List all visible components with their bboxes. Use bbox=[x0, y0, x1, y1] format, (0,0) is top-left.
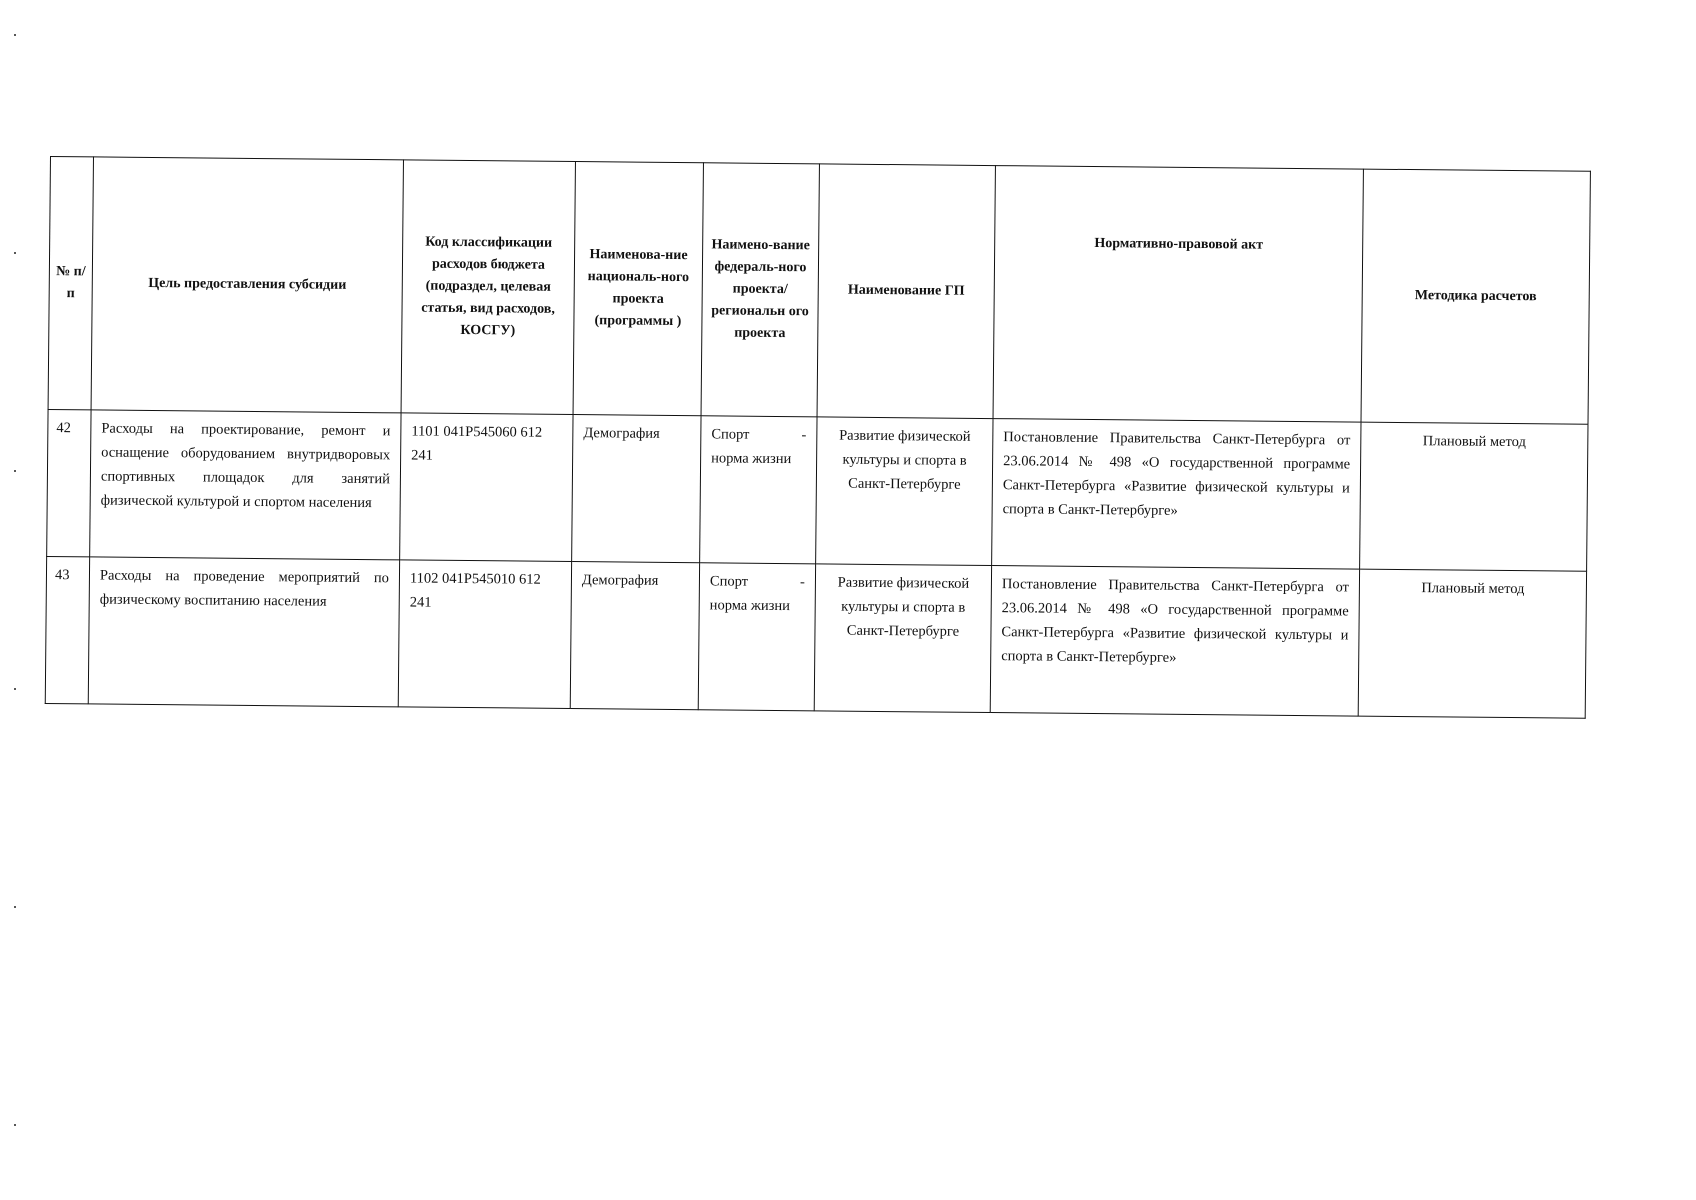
row-legal-act-text: Постановление Правительства Санкт-Петербурга от 23.06.2014 № 498 «О государственной программе Санкт-Петербурга «Развитие физической культуры и спорта в Санкт-Петербурге» bbox=[1001, 576, 1349, 666]
row-code-text: 1102 041P545010 612 241 bbox=[409, 570, 541, 611]
row-national-project bbox=[570, 562, 699, 710]
federal-project-part: норма жизни bbox=[711, 450, 792, 468]
federal-project-line bbox=[710, 569, 805, 594]
header-national-project: Наименова-ние националь-ного проекта (программы ) bbox=[573, 162, 703, 416]
header-legal-act: Нормативно-правовой акт bbox=[993, 166, 1363, 423]
row-method-text: Плановый метод bbox=[1422, 433, 1526, 451]
subsidy-table-wrapper bbox=[45, 156, 1590, 719]
scan-mark bbox=[14, 906, 16, 908]
row-federal-project-text bbox=[700, 563, 816, 624]
row-legal-act-text: Постановление Правительства Санкт-Петербурга от 23.06.2014 № 498 «О государственной программе Санкт-Петербурга «Развитие физической культуры и спорта в Санкт-Петербурге» bbox=[1002, 429, 1351, 519]
row-goal bbox=[90, 410, 401, 560]
row-num: 43 bbox=[45, 556, 89, 703]
header-goal: Цель предоставления субсидии bbox=[91, 157, 403, 413]
row-goal bbox=[88, 557, 399, 707]
row-gp-text: Развитие физической культуры и спорта в Санкт-Петербурге bbox=[839, 427, 971, 493]
federal-project-part: норма жизни bbox=[709, 597, 790, 615]
scan-mark bbox=[14, 470, 16, 472]
header-method: Методика расчетов bbox=[1361, 169, 1590, 424]
header-num: № п/ п bbox=[48, 157, 93, 410]
row-code bbox=[398, 560, 571, 709]
federal-project-part: Спорт bbox=[711, 426, 750, 443]
row-national-project-text: Демография bbox=[583, 425, 660, 442]
scan-mark bbox=[14, 252, 16, 254]
row-federal-project bbox=[700, 416, 817, 564]
row-federal-project bbox=[698, 563, 815, 711]
row-goal-text: Расходы на проектирование, ремонт и оснащение оборудованием внутридворовых спортивных площадок для занятий физической культурой и спортом населения bbox=[100, 420, 391, 512]
row-gp-text: Развитие физической культуры и спорта в Санкт-Петербурге bbox=[837, 574, 970, 640]
header-code: Код классификации расходов бюджета (подраздел, целевая статья, вид расходов, КОСГУ) bbox=[401, 160, 575, 415]
row-legal-act bbox=[990, 566, 1359, 717]
subsidy-table bbox=[45, 156, 1591, 719]
row-method bbox=[1360, 422, 1588, 571]
table-row bbox=[47, 409, 1588, 571]
row-code bbox=[400, 413, 573, 562]
row-legal-act bbox=[992, 419, 1361, 570]
federal-project-dash: - bbox=[800, 574, 806, 591]
table-header-row bbox=[48, 157, 1590, 425]
row-national-project-text: Демография bbox=[581, 572, 659, 589]
scan-mark bbox=[14, 34, 16, 36]
row-code-text: 1101 041P545060 612 241 bbox=[411, 423, 543, 464]
federal-project-part: Спорт bbox=[709, 573, 749, 590]
row-gp bbox=[814, 564, 991, 713]
row-national-project bbox=[572, 415, 701, 563]
row-goal-text: Расходы на проведение мероприятий по физическому воспитанию населения bbox=[99, 567, 390, 610]
header-federal-project: Наимено-вание федераль-ного проекта/ региональн ого проекта bbox=[701, 163, 819, 417]
scan-mark bbox=[14, 688, 16, 690]
scan-mark bbox=[14, 1124, 16, 1126]
row-federal-project-text bbox=[701, 416, 817, 477]
row-method bbox=[1358, 569, 1586, 718]
row-num: 42 bbox=[47, 409, 91, 556]
federal-project-line bbox=[711, 422, 806, 447]
federal-project-dash: - bbox=[801, 427, 807, 444]
row-gp bbox=[816, 417, 993, 566]
row-method-text: Плановый метод bbox=[1421, 580, 1525, 598]
table-row bbox=[45, 556, 1586, 718]
header-gp: Наименование ГП bbox=[817, 164, 995, 419]
